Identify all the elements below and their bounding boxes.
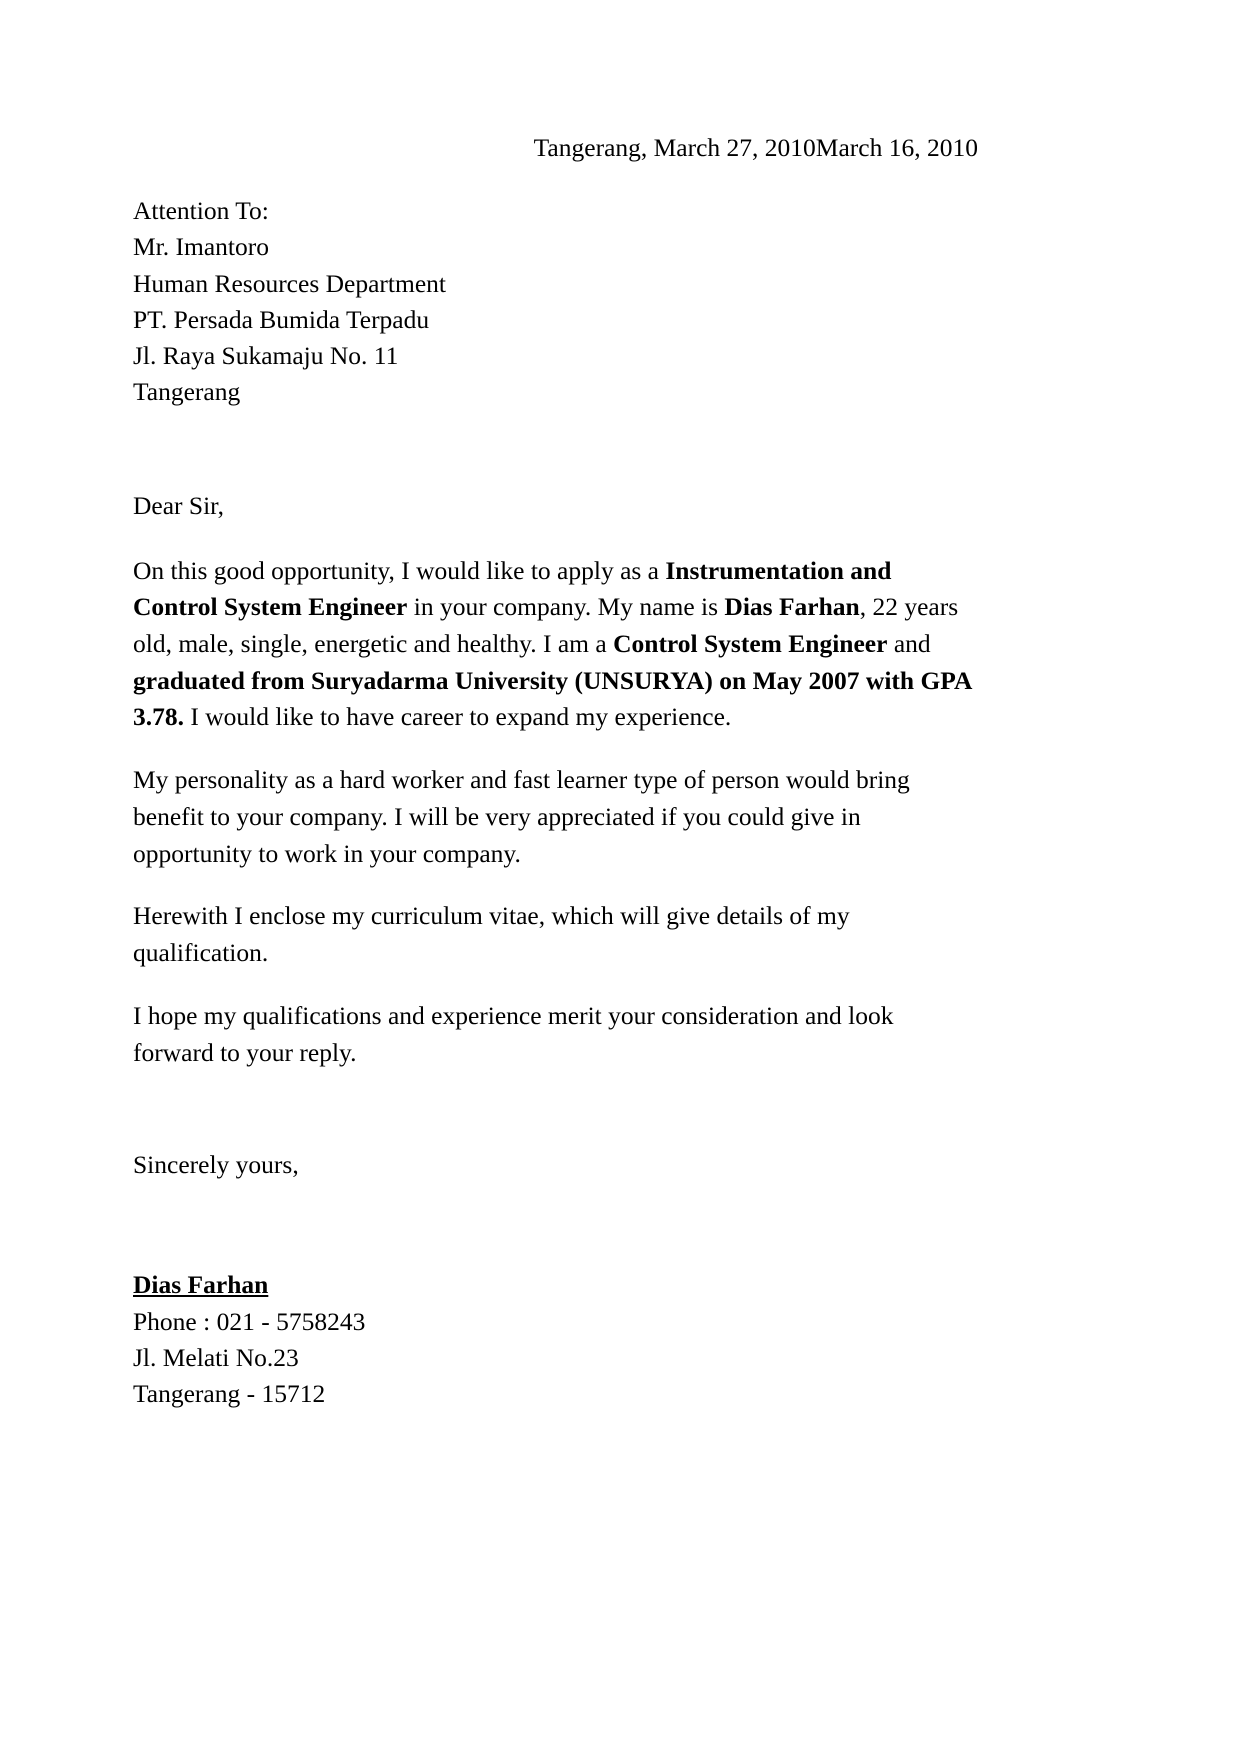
recipient-department: Human Resources Department [133, 268, 446, 298]
recipient-address-block [133, 193, 978, 410]
signature-city-postal: Tangerang - 15712 [133, 1379, 326, 1409]
body-paragraph-three: Herewith I enclose my curriculum vitae, which will give details of my qualification. [133, 901, 850, 968]
recipient-street: Jl. Raya Sukamaju No. 11 [133, 341, 399, 370]
signature-street: Jl. Melati No.23 [133, 1342, 299, 1372]
paragraph-one-role: Control System Engineer [613, 629, 888, 659]
date-line: Tangerang, March 27, 2010March 16, 2010 [533, 133, 978, 162]
body-paragraph-four: I hope my qualifications and experience merit your consideration and look forward to your reply. [133, 1000, 894, 1067]
salutation: Dear Sir, [133, 491, 225, 521]
signature-name-line [133, 1267, 978, 1303]
paragraph-one-education: graduated from Suryadarma University (UNSURYA) on May 2007 with GPA 3.78. [133, 665, 972, 732]
letter-content [133, 0, 978, 1412]
body-paragraph-one [133, 553, 978, 737]
paragraph-one-run-1: On this good opportunity, I would like to apply as a [133, 555, 666, 585]
paragraph-one-run-7: and [887, 629, 931, 659]
signature-block [133, 1267, 978, 1412]
recipient-company: PT. Persada Bumida Terpadu [133, 304, 430, 334]
paragraph-one-run-9: I would like to have career to expand my experience. [184, 702, 732, 732]
paragraph-one-job-title: Instrumentation and Control System Engineer [133, 555, 892, 622]
paragraph-one-applicant-name: Dias Farhan [724, 592, 860, 622]
paragraph-one-run-3: in your company. My name is [407, 592, 725, 622]
recipient-name: Mr. Imantoro [133, 232, 269, 262]
signature-name: Dias Farhan [133, 1270, 269, 1300]
signature-phone: Phone : 021 - 5758243 [133, 1306, 366, 1336]
body-paragraph-two: My personality as a hard worker and fast learner type of person would bring benefit to your company. I will be very appreciated if you could give in opportunity to work in your company. [133, 765, 910, 868]
closing-line: Sincerely yours, [133, 1150, 299, 1180]
paragraph-one-run-5: , 22 years old, male, single, energetic and healthy. I am a [133, 592, 959, 659]
recipient-city: Tangerang [133, 377, 241, 407]
attention-label: Attention To: [133, 196, 269, 226]
